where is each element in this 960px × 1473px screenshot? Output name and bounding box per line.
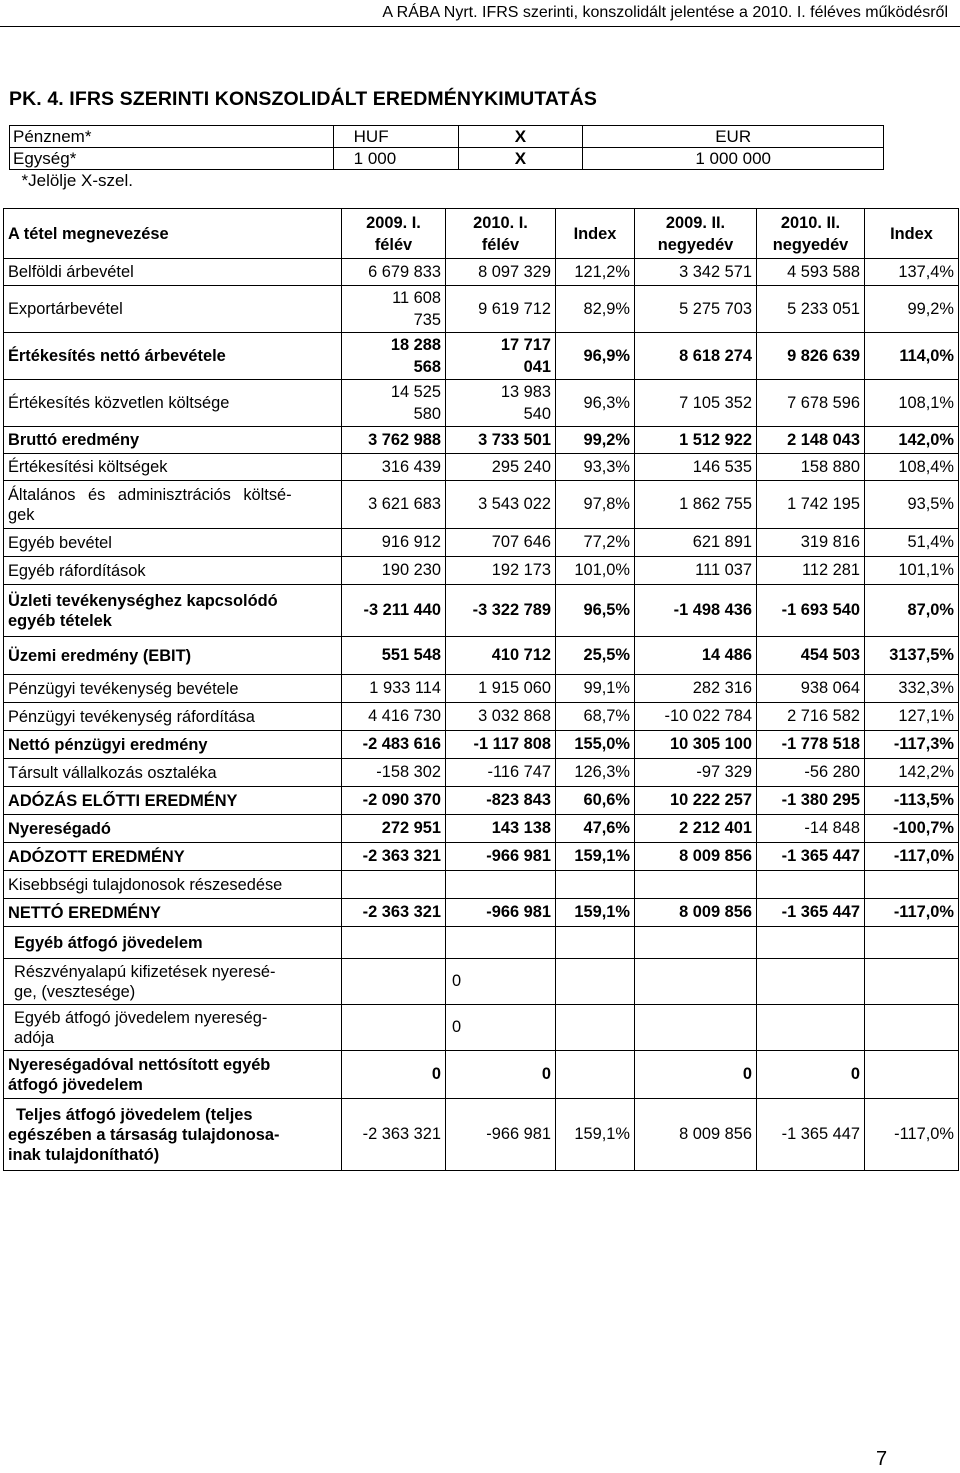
value-2010-q2: -56 280 — [757, 759, 865, 787]
value-2010-q2: 1 742 195 — [757, 481, 865, 529]
table-row — [4, 529, 959, 557]
table-row — [4, 815, 959, 843]
header-2010-q2-line2: negyedév — [772, 235, 849, 254]
header-2009-h1-line1: 2009. I. — [366, 213, 421, 232]
table-row — [4, 637, 959, 675]
table-row — [4, 927, 959, 959]
value-2010-q2 — [757, 959, 865, 1005]
value-index-1: 97,8% — [556, 481, 635, 529]
page-number: 7 — [876, 1448, 888, 1470]
value-index-2: 51,4% — [865, 529, 959, 557]
value-2010-h1 — [446, 333, 556, 380]
value-2009-q2: 282 316 — [635, 675, 757, 703]
value-2009-q2: 7 105 352 — [635, 380, 757, 427]
value-2009-q2: 0 — [635, 1051, 757, 1099]
value-part: 17 717 — [500, 336, 551, 354]
table-row — [4, 759, 959, 787]
row-label — [4, 1005, 342, 1051]
value-index-2 — [865, 959, 959, 1005]
unit-row — [10, 148, 884, 170]
row-label-line: adója — [14, 1028, 55, 1047]
value-2009-q2 — [635, 871, 757, 899]
value-2009-h1 — [342, 927, 446, 959]
value-2009-q2: 8 618 274 — [635, 333, 757, 380]
row-label: Értékesítési költségek — [4, 454, 342, 481]
page-title: PK. 4. IFRS SZERINTI KONSZOLIDÁLT EREDMÉNYKIMUTATÁS — [9, 88, 597, 110]
row-label-line: Üzleti tevékenységhez kapcsolódó — [8, 591, 278, 610]
value-index-1: 77,2% — [556, 529, 635, 557]
value-index-1: 82,9% — [556, 286, 635, 333]
value-2010-q2: -1 365 447 — [757, 899, 865, 927]
value-index-2: 137,4% — [865, 259, 959, 286]
row-label-line: Általános és adminisztrációs költsé- — [8, 485, 292, 504]
value-index-1: 96,3% — [556, 380, 635, 427]
value-index-1 — [556, 1005, 635, 1051]
table-row — [4, 871, 959, 899]
value-2010-q2: 112 281 — [757, 557, 865, 585]
row-label: Értékesítés közvetlen költsége — [4, 380, 342, 427]
row-label: Egyéb átfogó jövedelem — [4, 927, 342, 959]
value-2009-h1: 6 679 833 — [342, 259, 446, 286]
value-index-1: 68,7% — [556, 703, 635, 731]
value-2010-q2: 5 233 051 — [757, 286, 865, 333]
value-2010-h1: 9 619 712 — [446, 286, 556, 333]
value-part: 580 — [413, 405, 441, 423]
value-2009-h1: 272 951 — [342, 815, 446, 843]
value-2009-h1: -2 363 321 — [342, 1099, 446, 1171]
value-2009-h1: -2 090 370 — [342, 787, 446, 815]
value-index-2: -113,5% — [865, 787, 959, 815]
row-label — [4, 959, 342, 1005]
table-row — [4, 427, 959, 454]
value-index-2: 3137,5% — [865, 637, 959, 675]
unit-label: Egység* — [10, 148, 334, 170]
value-2009-h1 — [342, 1005, 446, 1051]
value-2010-h1: -966 981 — [446, 843, 556, 871]
header-2010-h1-line2: félév — [481, 235, 520, 254]
row-label: Nettó pénzügyi eredmény — [4, 731, 342, 759]
value-2010-h1: 3 543 022 — [446, 481, 556, 529]
table-row — [4, 787, 959, 815]
unit-thousand: 1 000 — [333, 148, 458, 170]
value-index-2 — [865, 927, 959, 959]
value-2010-h1 — [446, 380, 556, 427]
unit-mark: X — [458, 148, 583, 170]
table-row — [4, 703, 959, 731]
value-index-1: 126,3% — [556, 759, 635, 787]
value-index-2: 99,2% — [865, 286, 959, 333]
table-row — [4, 557, 959, 585]
value-2010-h1: -1 117 808 — [446, 731, 556, 759]
value-index-2: -117,3% — [865, 731, 959, 759]
table-row — [4, 1099, 959, 1171]
value-2010-h1 — [446, 871, 556, 899]
table-header-row — [4, 209, 959, 259]
row-label: Egyéb bevétel — [4, 529, 342, 557]
table-row — [4, 1005, 959, 1051]
value-index-1: 25,5% — [556, 637, 635, 675]
value-index-2: 87,0% — [865, 585, 959, 637]
value-2010-q2 — [757, 871, 865, 899]
value-index-1: 96,5% — [556, 585, 635, 637]
row-label-line: gek — [8, 505, 35, 524]
value-2010-h1: -3 322 789 — [446, 585, 556, 637]
row-label — [4, 481, 342, 529]
value-index-2 — [865, 1051, 959, 1099]
value-index-2: 108,4% — [865, 454, 959, 481]
value-index-2: -100,7% — [865, 815, 959, 843]
row-label-line: egészében a társaság tulajdonosa- — [8, 1125, 280, 1144]
row-label: Értékesítés nettó árbevétele — [4, 333, 342, 380]
currency-row — [10, 126, 884, 148]
value-2010-h1: 192 173 — [446, 557, 556, 585]
value-2009-q2 — [635, 1005, 757, 1051]
row-label: Egyéb ráfordítások — [4, 557, 342, 585]
unit-million: 1 000 000 — [583, 148, 884, 170]
header-item: A tétel megnevezése — [4, 209, 342, 259]
value-2009-h1 — [342, 380, 446, 427]
value-index-1: 159,1% — [556, 899, 635, 927]
row-label — [4, 1051, 342, 1099]
row-label-line: ge, (vesztesége) — [14, 982, 136, 1001]
value-index-1: 159,1% — [556, 1099, 635, 1171]
value-index-1: 99,1% — [556, 675, 635, 703]
row-label — [4, 1099, 342, 1171]
value-index-2: 101,1% — [865, 557, 959, 585]
value-2009-q2: 5 275 703 — [635, 286, 757, 333]
value-2009-q2: 1 862 755 — [635, 481, 757, 529]
value-index-1: 155,0% — [556, 731, 635, 759]
value-2010-q2 — [757, 927, 865, 959]
income-statement-table — [3, 208, 959, 1171]
value-index-2: 114,0% — [865, 333, 959, 380]
value-2009-h1 — [342, 959, 446, 1005]
value-2010-q2: 7 678 596 — [757, 380, 865, 427]
table-row — [4, 259, 959, 286]
header-2009-q2-line2: negyedév — [657, 235, 734, 254]
table-row — [4, 333, 959, 380]
header-2010-q2-line1: 2010. II. — [780, 213, 841, 232]
value-2010-h1: -966 981 — [446, 899, 556, 927]
table-row — [4, 1051, 959, 1099]
currency-eur: EUR — [583, 126, 884, 148]
value-2009-h1: 3 762 988 — [342, 427, 446, 454]
row-label: Belföldi árbevétel — [4, 259, 342, 286]
row-label: Nyereségadó — [4, 815, 342, 843]
value-2009-h1: -2 363 321 — [342, 899, 446, 927]
value-index-1: 96,9% — [556, 333, 635, 380]
header-2009-h1-line2: félév — [374, 235, 413, 254]
value-2010-q2: 2 148 043 — [757, 427, 865, 454]
value-2009-h1 — [342, 871, 446, 899]
header-2009-q2 — [635, 209, 757, 259]
value-2010-h1: 0 — [446, 959, 556, 1005]
value-index-1 — [556, 927, 635, 959]
value-part: 13 983 — [500, 383, 551, 401]
value-2009-h1: -2 363 321 — [342, 843, 446, 871]
currency-huf: HUF — [333, 126, 458, 148]
value-index-2: 127,1% — [865, 703, 959, 731]
header-2009-q2-line1: 2009. II. — [665, 213, 726, 232]
value-2009-q2: 8 009 856 — [635, 899, 757, 927]
value-2010-h1: 1 915 060 — [446, 675, 556, 703]
header-2009-h1 — [342, 209, 446, 259]
value-part: 11 608 — [392, 289, 441, 307]
table-row — [4, 675, 959, 703]
running-header: A RÁBA Nyrt. IFRS szerinti, konszolidált jelentése a 2010. I. féléves működésről — [382, 4, 948, 21]
value-index-2 — [865, 871, 959, 899]
value-2009-q2: 3 342 571 — [635, 259, 757, 286]
row-label-line: Teljes átfogó jövedelem (teljes — [16, 1105, 253, 1124]
value-part: 18 288 — [390, 336, 441, 354]
row-label: ADÓZÁS ELŐTTI EREDMÉNY — [4, 787, 342, 815]
value-2010-h1: 295 240 — [446, 454, 556, 481]
value-index-1: 101,0% — [556, 557, 635, 585]
value-index-1 — [556, 871, 635, 899]
value-index-2: -117,0% — [865, 1099, 959, 1171]
table-row — [4, 286, 959, 333]
value-2009-q2: -97 329 — [635, 759, 757, 787]
value-index-1: 99,2% — [556, 427, 635, 454]
value-2009-h1: 190 230 — [342, 557, 446, 585]
value-2010-q2: 4 593 588 — [757, 259, 865, 286]
row-label-line: Nyereségadóval nettósított egyéb — [8, 1055, 271, 1074]
value-index-1: 159,1% — [556, 843, 635, 871]
value-index-2 — [865, 1005, 959, 1051]
row-label-line: Egyéb átfogó jövedelem nyereség- — [14, 1008, 268, 1027]
header-index-2: Index — [865, 209, 959, 259]
row-label-line: átfogó jövedelem — [8, 1075, 143, 1094]
value-index-1: 93,3% — [556, 454, 635, 481]
value-2010-q2: -1 380 295 — [757, 787, 865, 815]
value-2010-q2: 158 880 — [757, 454, 865, 481]
row-label: ADÓZOTT EREDMÉNY — [4, 843, 342, 871]
value-index-2: 93,5% — [865, 481, 959, 529]
value-index-1 — [556, 959, 635, 1005]
table-row — [4, 731, 959, 759]
row-label: Bruttó eredmény — [4, 427, 342, 454]
value-part: 735 — [413, 311, 441, 329]
value-2009-h1: 4 416 730 — [342, 703, 446, 731]
row-label-line: Részvényalapú kifizetések nyeresé- — [14, 962, 276, 981]
value-2010-q2: -14 848 — [757, 815, 865, 843]
value-2009-h1: -2 483 616 — [342, 731, 446, 759]
value-index-2: 142,0% — [865, 427, 959, 454]
note-row — [10, 170, 884, 192]
value-2010-q2: -1 365 447 — [757, 843, 865, 871]
value-2010-h1: 143 138 — [446, 815, 556, 843]
value-part: 041 — [523, 358, 551, 376]
value-2010-q2: 0 — [757, 1051, 865, 1099]
value-2009-q2: 14 486 — [635, 637, 757, 675]
value-2010-h1: 8 097 329 — [446, 259, 556, 286]
value-2009-h1 — [342, 333, 446, 380]
header-index-1: Index — [556, 209, 635, 259]
value-part: 14 525 — [390, 383, 441, 401]
value-2009-q2: 2 212 401 — [635, 815, 757, 843]
currency-label: Pénznem* — [10, 126, 334, 148]
value-2009-h1: 551 548 — [342, 637, 446, 675]
table-row — [4, 380, 959, 427]
value-2009-q2: 10 222 257 — [635, 787, 757, 815]
value-2010-q2: -1 693 540 — [757, 585, 865, 637]
table-row — [4, 454, 959, 481]
row-label-line: inak tulajdonítható) — [8, 1145, 160, 1164]
value-2009-q2: -10 022 784 — [635, 703, 757, 731]
value-2009-h1: 0 — [342, 1051, 446, 1099]
value-2009-h1 — [342, 286, 446, 333]
value-index-2: -117,0% — [865, 843, 959, 871]
value-2010-h1: 3 733 501 — [446, 427, 556, 454]
value-2009-q2: 111 037 — [635, 557, 757, 585]
value-2010-q2: 319 816 — [757, 529, 865, 557]
value-2010-q2: 9 826 639 — [757, 333, 865, 380]
currency-table — [9, 125, 884, 191]
value-2010-h1: -823 843 — [446, 787, 556, 815]
value-2009-h1: -3 211 440 — [342, 585, 446, 637]
value-2009-h1: -158 302 — [342, 759, 446, 787]
value-2010-h1: 410 712 — [446, 637, 556, 675]
value-2010-h1: 0 — [446, 1051, 556, 1099]
row-label: Kisebbségi tulajdonosok részesedése — [4, 871, 342, 899]
value-2009-q2: 8 009 856 — [635, 1099, 757, 1171]
row-label: Exportárbevétel — [4, 286, 342, 333]
value-2010-q2: -1 778 518 — [757, 731, 865, 759]
table-row — [4, 843, 959, 871]
value-2009-h1: 316 439 — [342, 454, 446, 481]
value-2009-q2: 146 535 — [635, 454, 757, 481]
value-2009-q2: -1 498 436 — [635, 585, 757, 637]
row-label: Pénzügyi tevékenység ráfordítása — [4, 703, 342, 731]
table-row — [4, 899, 959, 927]
value-part: 568 — [413, 358, 441, 376]
value-2009-h1: 916 912 — [342, 529, 446, 557]
value-index-1: 47,6% — [556, 815, 635, 843]
value-2009-h1: 3 621 683 — [342, 481, 446, 529]
row-label: NETTÓ EREDMÉNY — [4, 899, 342, 927]
value-2009-q2: 8 009 856 — [635, 843, 757, 871]
row-label: Pénzügyi tevékenység bevétele — [4, 675, 342, 703]
value-index-2: -117,0% — [865, 899, 959, 927]
value-index-1 — [556, 1051, 635, 1099]
value-2009-q2: 621 891 — [635, 529, 757, 557]
header-2010-h1 — [446, 209, 556, 259]
value-2010-h1: 707 646 — [446, 529, 556, 557]
table-row — [4, 585, 959, 637]
value-2009-h1: 1 933 114 — [342, 675, 446, 703]
value-index-1: 121,2% — [556, 259, 635, 286]
currency-mark: X — [458, 126, 583, 148]
value-index-2: 332,3% — [865, 675, 959, 703]
row-label: Társult vállalkozás osztaléka — [4, 759, 342, 787]
row-label-line: egyéb tételek — [8, 611, 112, 630]
value-2010-q2: 938 064 — [757, 675, 865, 703]
value-2010-h1: 3 032 868 — [446, 703, 556, 731]
value-2009-q2 — [635, 959, 757, 1005]
value-2009-q2: 10 305 100 — [635, 731, 757, 759]
value-2010-q2: 454 503 — [757, 637, 865, 675]
value-index-2: 108,1% — [865, 380, 959, 427]
row-label — [4, 585, 342, 637]
value-2010-h1: 0 — [446, 1005, 556, 1051]
value-2010-q2 — [757, 1005, 865, 1051]
value-2010-h1: -116 747 — [446, 759, 556, 787]
value-2010-h1 — [446, 927, 556, 959]
value-part: 540 — [523, 405, 551, 423]
table-row — [4, 959, 959, 1005]
value-index-1: 60,6% — [556, 787, 635, 815]
value-2010-h1: -966 981 — [446, 1099, 556, 1171]
row-label: Üzemi eredmény (EBIT) — [4, 637, 342, 675]
header-2010-h1-line1: 2010. I. — [473, 213, 528, 232]
header-rule — [0, 26, 960, 27]
header-2010-q2 — [757, 209, 865, 259]
currency-note: *Jelölje X-szel. — [21, 170, 133, 190]
value-index-2: 142,2% — [865, 759, 959, 787]
value-2009-q2 — [635, 927, 757, 959]
value-2009-q2: 1 512 922 — [635, 427, 757, 454]
value-2010-q2: -1 365 447 — [757, 1099, 865, 1171]
table-row — [4, 481, 959, 529]
value-2010-q2: 2 716 582 — [757, 703, 865, 731]
